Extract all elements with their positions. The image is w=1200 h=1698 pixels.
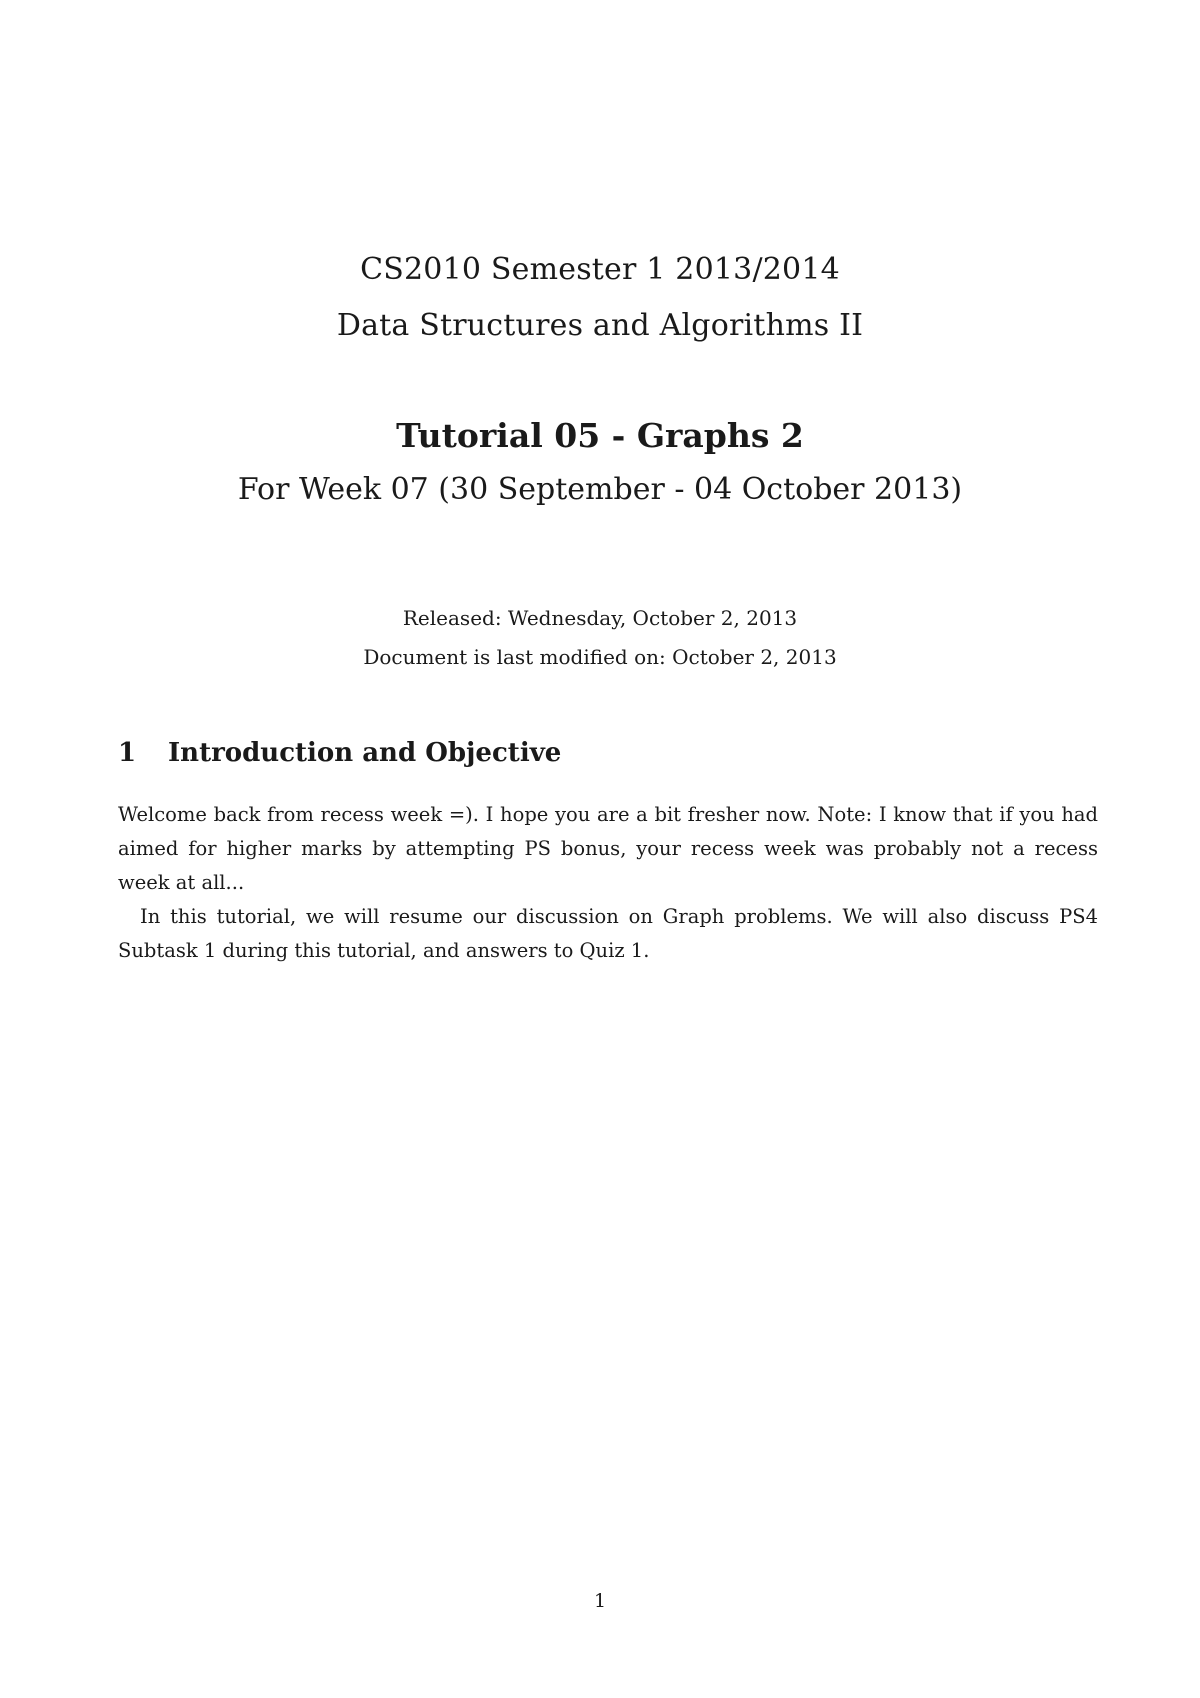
page-number: 1 <box>593 1590 607 1612</box>
week-line: For Week 07 (30 September - 04 October 2013) <box>237 472 963 507</box>
last-modified-date: Document is last modified on: October 2, 2013 <box>363 645 837 669</box>
section-title: Introduction and Objective <box>168 738 562 768</box>
paragraph: In this tutorial, we will resume our discussion on Graph problems. We will also discuss PS4 Subtask 1 during this tutorial, and answers to Quiz 1. <box>118 905 1098 962</box>
paragraph: Welcome back from recess week =). I hope you are a bit fresher now. Note: I know that if you had aimed for higher marks by attempting PS bonus, your recess week was probably not a recess week at all... <box>118 803 1098 894</box>
course-code-line: CS2010 Semester 1 2013/2014 <box>360 252 840 287</box>
course-name-line: Data Structures and Algorithms II <box>336 308 864 343</box>
section-number: 1 <box>118 738 137 768</box>
released-date: Released: Wednesday, October 2, 2013 <box>402 606 798 630</box>
tutorial-title: Tutorial 05 - Graphs 2 <box>396 416 804 455</box>
section-heading <box>118 738 561 768</box>
